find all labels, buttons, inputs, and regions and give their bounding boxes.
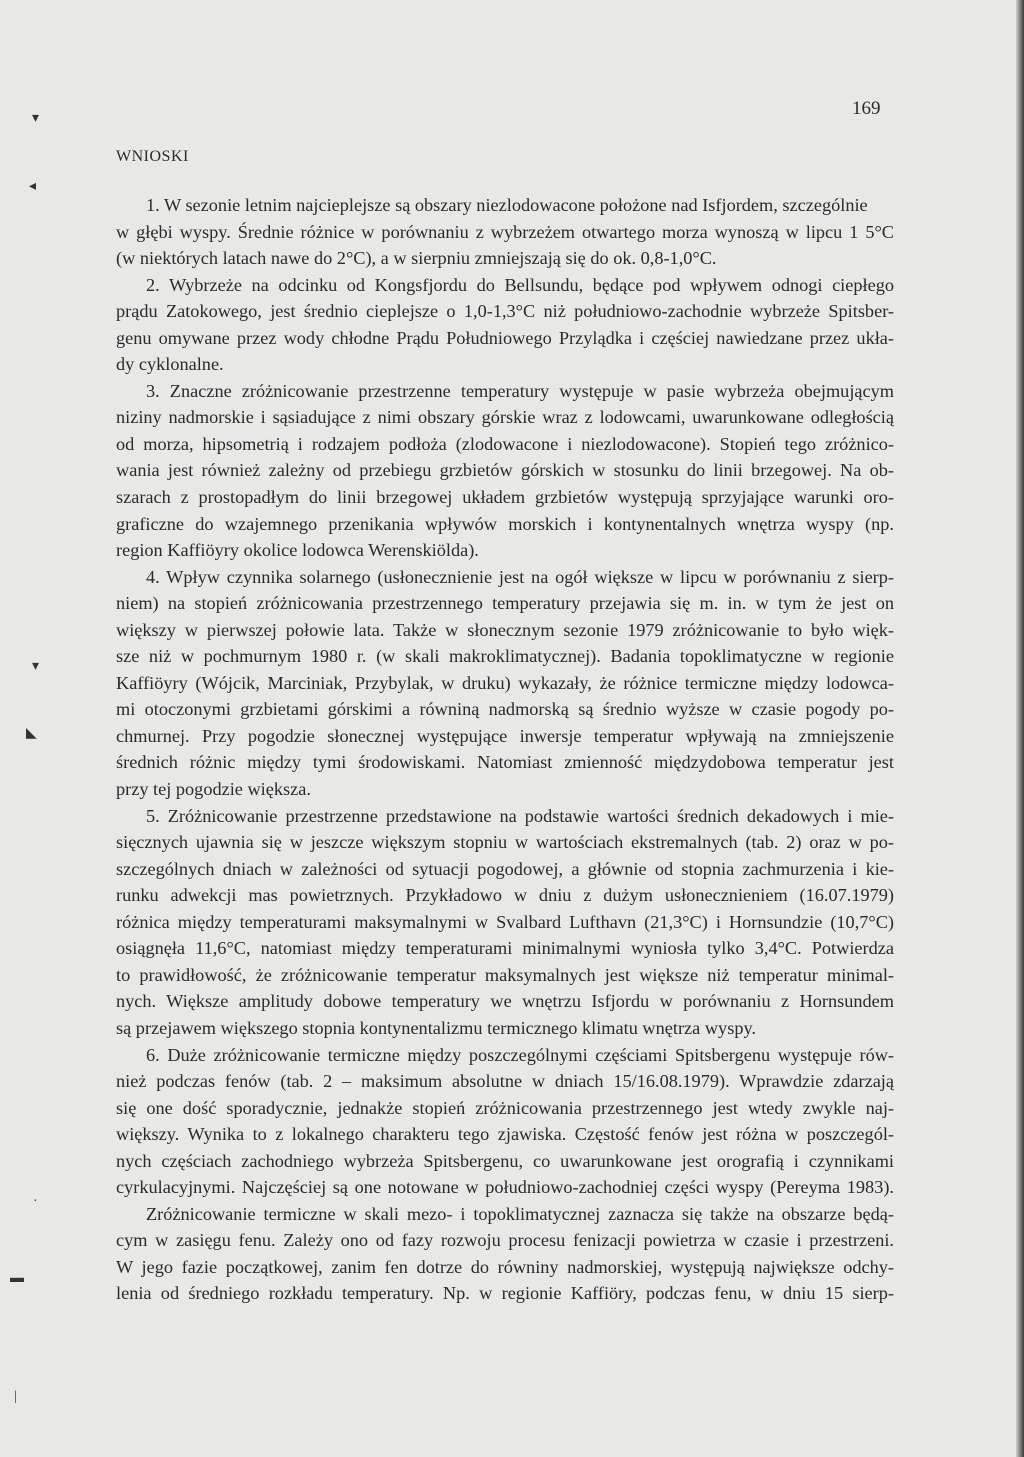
text-line: dy cyklonalne. [116,354,224,375]
text-line: szarach z prostopadłym do linii brzegowej układem grzbietów występują sprzyjające warunki oro- [116,487,894,508]
text-line: nych częściach zachodniego wybrzeża Spitsbergenu, co uwarunkowane jest orografią i czynnikami [116,1150,894,1171]
text-line: 2. Wybrzeże na odcinku od Kongsfjordu do Bellsundu, będące pod wpływem odnogi ciepłego [146,274,894,295]
text-line: wania jest również zależny od przebiegu grzbietów górskich w stosunku do linii brzegowej. Na ob- [116,460,894,481]
text-line: od morza, hipsometrią i rodzajem podłoża (zlodowacone i niezlodowacone). Stopień tego zróżnico- [116,433,894,454]
text-line: (w niektórych latach nawe do 2°C), a w sierpniu zmniejszają się do ok. 0,8-1,0°C. [116,248,717,269]
text-line: Kaffiöyry (Wójcik, Marciniak, Przybylak, w druku) wykazały, że różnice termiczne między lodowca- [116,672,894,693]
text-line: lenia od średniego rozkładu temperatury. Np. w regionie Kaffiöry, podczas fenu, w dniu 15 sierp- [116,1283,894,1304]
text-line: większy. Wynika to z lokalnego charakteru tego zjawiska. Częstość fenów jest różna w poszczegól- [116,1124,894,1145]
text-line: prądu Zatokowego, jest średnio cieplejsze o 1,0-1,3°C niż południowo-zachodnie wybrzeże Spitsber- [116,301,894,322]
text-line: cyrkulacyjnymi. Najczęściej są one notowane w południowo-zachodniej części wyspy (Pereyma 1983). [116,1177,894,1198]
text-line: 3. Znaczne zróżnicowanie przestrzenne temperatury występuje w pasie wybrzeża obejmującym [146,380,894,401]
text-line: 4. Wpływ czynnika solarnego (usłonecznienie jest na ogół większe w lipcu w porównaniu z sierp- [146,566,894,587]
section-heading: WNIOSKI [116,148,189,165]
page-number: 169 [852,98,881,119]
text-line: są przejawem większego stopnia kontynentalizmu termicznego klimatu wnętrza wyspy. [116,1017,756,1038]
text-line: różnica między temperaturami maksymalnymi w Svalbard Lufthavn (21,3°C) i Hornsundzie (10,7°C) [116,911,894,932]
text-line: sięcznych ujawnia się w jeszcze większym stopniu w wartościach ekstremalnych (tab. 2) oraz w po- [116,832,894,853]
text-line: mi otoczonymi grzbietami górskimi a równiną nadmorską są średnio wyższe w czasie pogody po- [116,699,894,720]
scan-speck: | [14,1389,17,1404]
text-line: większy w pierwszej połowie lata. Także w słonecznym sezonie 1979 zróżnicowanie to było więk- [116,619,894,640]
text-line: genu omywane przez wody chłodne Prądu Południowego Przylądka i częściej nawiedzane przez ukła- [116,327,894,348]
scan-speck: ▾ [32,659,40,674]
scan-speck: ▾ [32,111,40,126]
page-edge-shadow [1016,0,1024,1457]
text-line: w głębi wyspy. Średnie różnice w porównaniu z wybrzeżem otwartego morza wynoszą w lipcu 1 5°C [116,221,894,242]
text-line: runku adwekcji mas powietrznych. Przykładowo w dniu z dużym usłonecznieniem (16.07.1979) [116,885,894,906]
text-line: się one dość sporadycznie, jednakże stopień zróżnicowania przestrzennego jest wtedy zwykle naj- [116,1097,894,1118]
text-line: niem) na stopień zróżnicowania przestrzennego temperatury przejawia się m. in. w tym że jest on [116,593,894,614]
scan-speck: ◂ [29,179,37,194]
text-line: chmurnej. Przy pogodzie słonecznej występujące inwersje temperatur wpływają na zmniejszenie [116,725,894,746]
text-line: cym w zasięgu fenu. Zależy ono od fazy rozwoju procesu fenizacji powietrza w czasie i przestrzeni. [116,1230,894,1251]
text-line: graficzne do wzajemnego przenikania wpływów morskich i kontynentalnych wnętrza wyspy (np. [116,513,894,534]
text-line: średnich różnic między tymi środowiskami. Natomiast zmienność międzydobowa temperatur jest [116,752,894,773]
body-text [116,192,894,1307]
text-line: region Kaffiöyry okolice lodowca Werenskiölda). [116,540,479,561]
text-line: sze niż w pochmurnym 1980 r. (w skali makroklimatycznej). Badania topoklimatyczne w regionie [116,646,894,667]
text-line: 1. W sezonie letnim najcieplejsze są obszary niezlodowacone położone nad Isfjordem, szczególnie [146,195,868,215]
scan-speck: · [33,1194,38,1209]
text-line: nych. Większe amplitudy dobowe temperatury we wnętrzu Isfjordu w porównaniu z Hornsundem [116,991,894,1012]
scan-speck: ▬ [10,1271,24,1286]
scan-speck: ◣ [26,726,37,741]
text-line: przy tej pogodzie większa. [116,779,311,800]
text-line: nież podczas fenów (tab. 2 – maksimum absolutne w dniach 15/16.08.1979). Wprawdzie zdarzają [116,1071,894,1092]
text-line: niziny nadmorskie i sąsiadujące z nimi obszary górskie wraz z lodowcami, uwarunkowane odległością [116,407,894,428]
text-line: osiągnęła 11,6°C, natomiast między temperaturami minimalnymi wyniosła tylko 3,4°C. Potwierdza [116,938,894,959]
text-line: 6. Duże zróżnicowanie termiczne między poszczególnymi częściami Spitsbergenu występuje rów- [146,1044,894,1065]
text-line: to prawidłowość, że zróżnicowanie temperatur maksymalnych jest większe niż temperatur minimal- [116,964,894,985]
text-line: W jego fazie początkowej, zanim fen dotrze do równiny nadmorskiej, występują największe odchy- [116,1256,894,1277]
text-line: 5. Zróżnicowanie przestrzenne przedstawione na podstawie wartości średnich dekadowych i mie- [146,805,894,826]
text-line: szczególnych dniach w zależności od sytuacji pogodowej, a głównie od stopnia zachmurzenia i kie- [116,858,894,879]
text-line: Zróżnicowanie termiczne w skali mezo- i topoklimatycznej zaznacza się także na obszarze będą- [146,1203,894,1224]
